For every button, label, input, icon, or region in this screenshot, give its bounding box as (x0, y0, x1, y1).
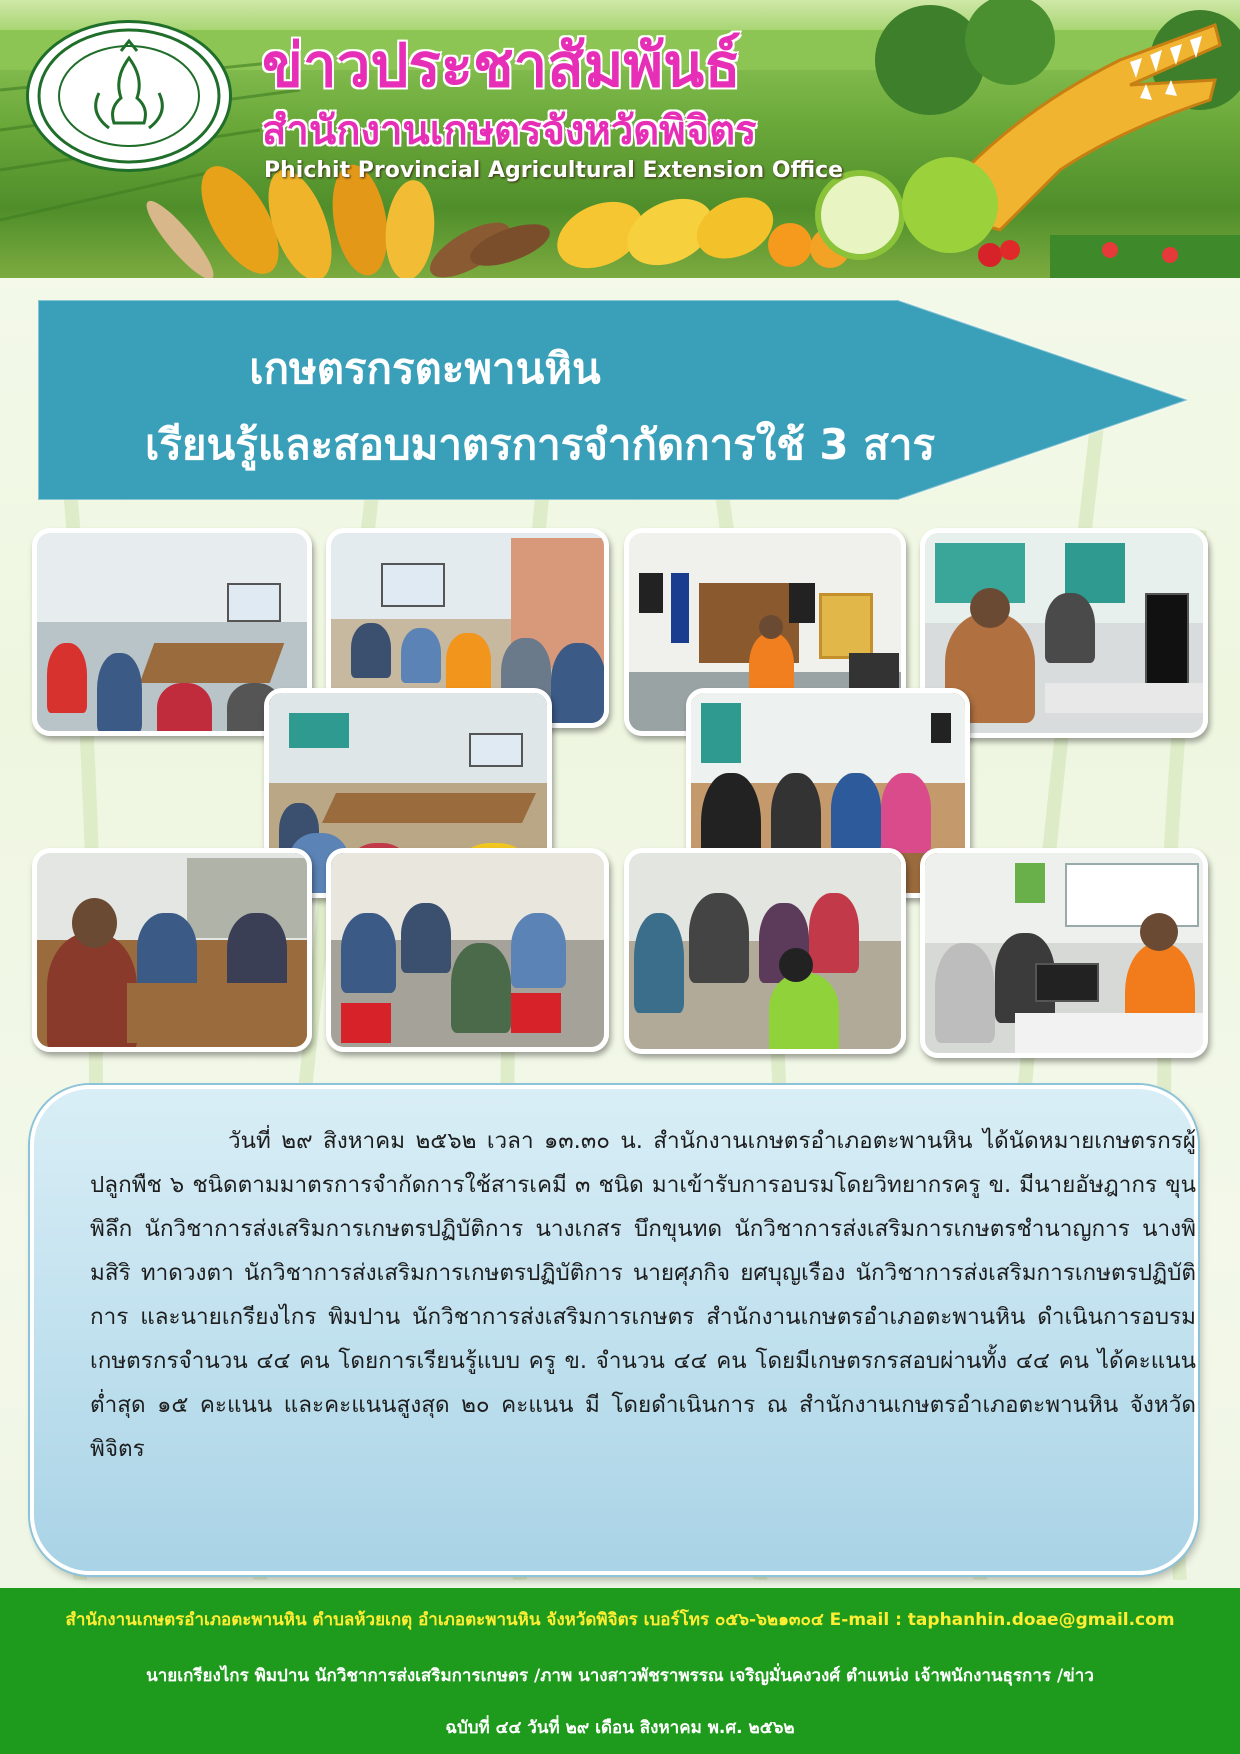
banner-line-1: เกษตรกรตะพานหิน (249, 344, 601, 393)
header-title: ข่าวประชาสัมพันธ์ (262, 31, 741, 101)
header-subtitle: สำนักงานเกษตรจังหวัดพิจิตร (262, 108, 757, 154)
department-seal-emblem (26, 20, 232, 172)
header-banner (0, 0, 1240, 278)
smiling-farmer-photo (32, 848, 312, 1052)
officer-at-laptop-photo (920, 848, 1208, 1058)
footer-contact: สำนักงานเกษตรอำเภอตะพานหิน ตำบลห้วยเกตุ อำเภอตะพานหิน จังหวัดพิจิตร เบอร์โทร ๐๕๖-๖๒๑๓๐๔ E-mail : taphanhin.doae@gmail.com (65, 1610, 1175, 1630)
seal-icon (29, 23, 229, 169)
farmers-circle-photo (624, 848, 906, 1054)
footer-bar (0, 1588, 1240, 1754)
header-subtitle-english: Phichit Provincial Agricultural Extension Office (264, 158, 844, 183)
news-body-box (30, 1085, 1198, 1575)
footer-issue: ฉบับที่ ๔๔ วันที่ ๒๙ เดือน สิงหาคม พ.ศ. ๒๕๖๒ (445, 1718, 795, 1738)
banner-text (40, 300, 940, 500)
news-paragraph: วันที่ ๒๙ สิงหาคม ๒๕๖๒ เวลา ๑๓.๓๐ น. สำนักงานเกษตรอำเภอตะพานหิน ได้นัดหมายเกษตรกรผู้ปลูกพืช ๖ ชนิดตามมาตรการจำกัดการใช้สารเคมี ๓ ชนิด มาเข้ารับการอบรมโดยวิทยากรครู ข. มีนายอัษฎากร ขุนพิลึก นักวิชาการส่งเสริมการเกษตรปฏิบัติการ นางเกสร บึกขุนทด นักวิชาการส่งเสริมการเกษตรชำนาญการ นางพิมสิริ ทาดวงตา นักวิชาการส่งเสริมการเกษตรปฏิบัติการ นายศุภกิจ ยศบุญเรือง นักวิชาการส่งเสริมการเกษตรปฏิบัติการ และนายเกรียงไกร พิมปาน นักวิชาการส่งเสริมการเกษตร สำนักงานเกษตรอำเภอตะพานหิน ดำเนินการอบรมเกษตรกรจำนวน ๔๔ คน โดยการเรียนรู้แบบ ครู ข. จำนวน ๔๔ คน โดยมีเกษตรกรสอบผ่านทั้ง ๔๔ คน ได้คะแนนต่ำสุด ๑๕ คะแนน และคะแนนสูงสุด ๒๐ คะแนน มี โดยดำเนินการ ณ สำนักงานเกษตรอำเภอตะพานหิน จังหวัดพิจิตร (90, 1128, 1196, 1462)
farmers-listening-photo (326, 848, 609, 1052)
footer-credits: นายเกรียงไกร พิมปาน นักวิชาการส่งเสริมการเกษตร /ภาพ นางสาวพัชราพรรณ เจริญมั่นคงวงศ์ ตำแหน่ง เจ้าพนักงานธุรการ /ข่าว (146, 1666, 1094, 1686)
banner-line-2: เรียนรู้และสอบมาตรการจำกัดการใช้ 3 สาร (144, 420, 936, 469)
